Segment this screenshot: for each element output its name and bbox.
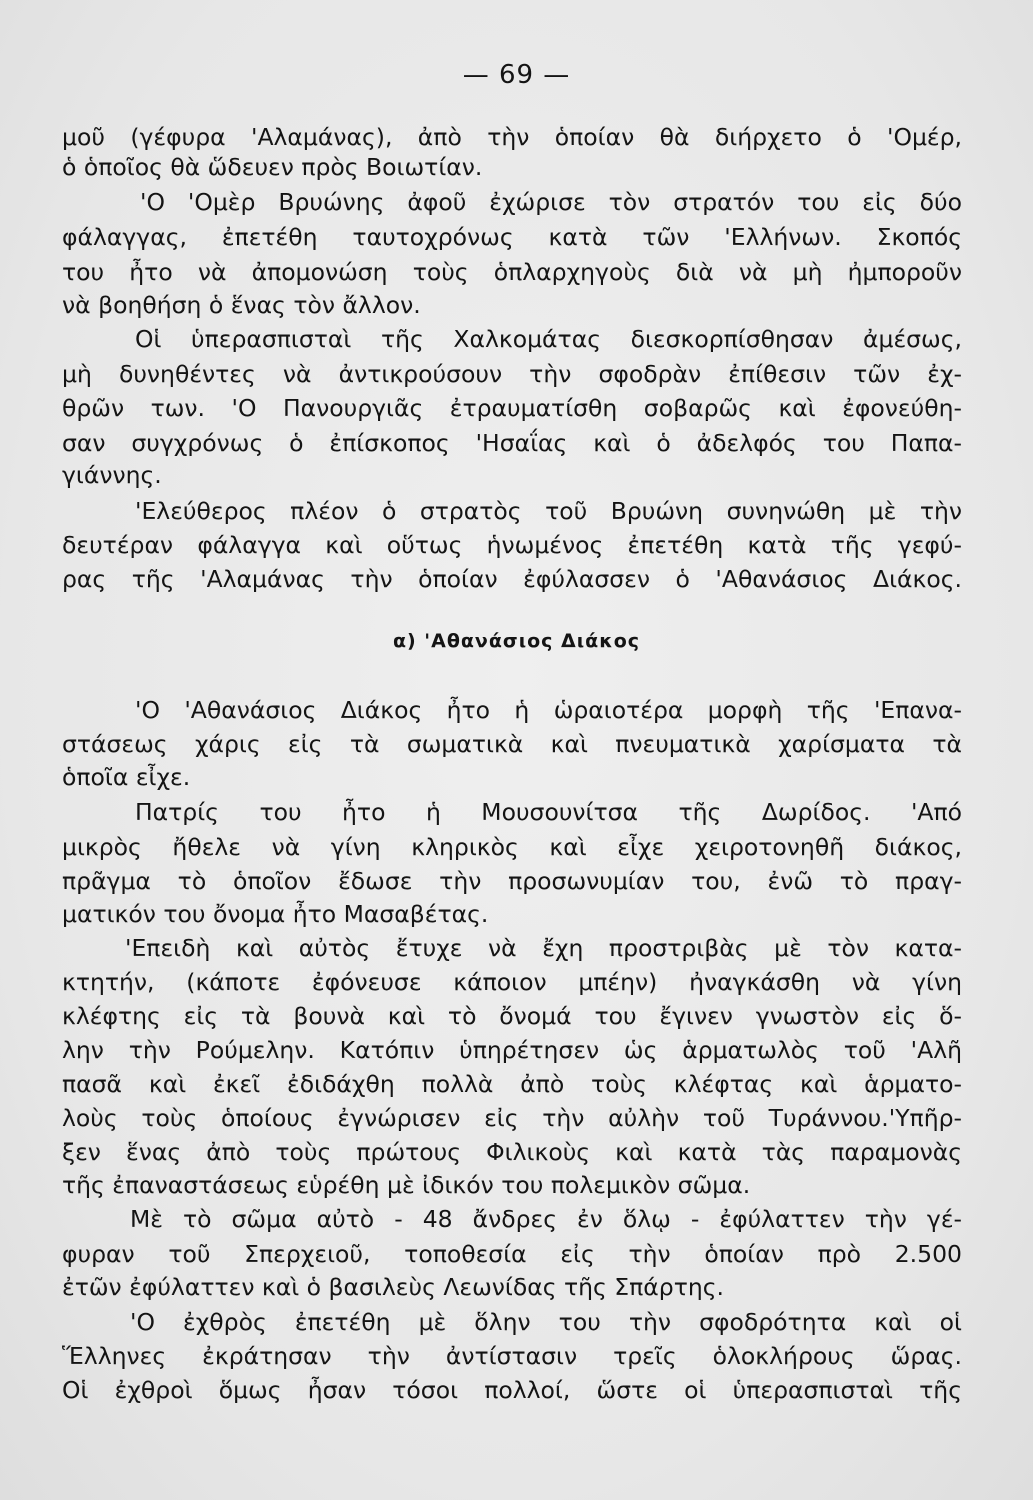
text-line: θρῶν των. 'Ο Πανουργιᾶς ἐτραυματίσθη σοβαρῶς καὶ ἐφονεύθη- [62,394,962,422]
text-line: σαν συγχρόνως ὁ ἐπίσκοπος 'Ησαΐας καὶ ὁ ἀδελφός του Παπα- [62,429,962,457]
text-line: φάλαγγας, ἐπετέθη ταυτοχρόνως κατὰ τῶν 'Ελλήνων. Σκοπός [62,223,962,251]
text-line: ἐτῶν ἐφύλαττεν καὶ ὁ βασιλεὺς Λεωνίδας τῆς Σπάρτης. [62,1273,725,1301]
text-line: 'Ο 'Αθανάσιος Διάκος ἦτο ἡ ὡραιοτέρα μορφὴ τῆς 'Επανα- [135,696,962,724]
text-line: δευτέραν φάλαγγα καὶ οὕτως ἡνωμένος ἐπετέθη κατὰ τῆς γεφύ- [62,531,962,559]
text-line: του ἦτο νὰ ἀπομονώση τοὺς ὁπλαρχηγοὺς διὰ νὰ μὴ ἠμποροῦν [62,258,962,286]
text-line: γιάννης. [62,461,162,489]
text-line: Οἱ ἐχθροὶ ὅμως ἦσαν τόσοι πολλοί, ὥστε οἱ ὑπερασπισταὶ τῆς [62,1376,962,1404]
text-line: 'Ελεύθερος πλέον ὁ στρατὸς τοῦ Βρυώνη συνηνώθη μὲ τὴν [135,497,962,525]
page-number: — 69 — [462,60,571,90]
text-line: 'Ο 'Ομὲρ Βρυώνης ἀφοῦ ἐχώρισε τὸν στρατόν του εἰς δύο [140,188,962,216]
text-line: 'Ο ἐχθρὸς ἐπετέθη μὲ ὅλην του τὴν σφοδρότητα καὶ οἱ [130,1308,962,1336]
text-line: ρας τῆς 'Αλαμάνας τὴν ὁποίαν ἐφύλασσεν ὁ 'Αθανάσιος Διάκος. [62,565,962,593]
text-line: στάσεως χάρις εἰς τὰ σωματικὰ καὶ πνευματικὰ χαρίσματα τὰ [62,730,962,758]
text-line: λοὺς τοὺς ὁποίους ἐγνώρισεν εἰς τὴν αὐλὴν τοῦ Τυράννου.'Υπῆρ- [62,1104,962,1132]
text-line: φυραν τοῦ Σπερχειοῦ, τοποθεσία εἰς τὴν ὁποίαν πρὸ 2.500 [62,1240,962,1268]
text-line: νὰ βοηθήση ὁ ἕνας τὸν ἄλλον. [62,291,421,319]
text-line: Μὲ τὸ σῶμα αὐτὸ - 48 ἄνδρες ἐν ὅλῳ - ἐφύλαττεν τὴν γέ- [130,1205,962,1233]
text-line: μικρὸς ἤθελε νὰ γίνη κληρικὸς καὶ εἶχε χειροτονηθῆ διάκος, [62,833,962,861]
text-line: μοῦ (γέφυρα 'Αλαμάνας), ἀπὸ τὴν ὁποίαν θὰ διήρχετο ὁ 'Ομέρ, [62,123,962,151]
text-line: ματικόν του ὄνομα ἦτο Μασαβέτας. [62,900,489,928]
text-line: κλέφτης εἰς τὰ βουνὰ καὶ τὸ ὄνομά του ἔγινεν γνωστὸν εἰς ὅ- [62,1002,962,1030]
text-line: τῆς ἐπαναστάσεως εὑρέθη μὲ ἰδικόν του πολεμικὸν σῶμα. [62,1171,751,1199]
text-line: πρᾶγμα τὸ ὁποῖον ἔδωσε τὴν προσωνυμίαν του, ἐνῶ τὸ πραγ- [62,867,962,895]
text-line: ξεν ἕνας ἀπὸ τοὺς πρώτους Φιλικοὺς καὶ κατὰ τὰς παραμονὰς [62,1138,962,1166]
text-line: Οἱ ὑπερασπισταὶ τῆς Χαλκομάτας διεσκορπίσθησαν ἀμέσως, [135,325,962,353]
text-line: 'Επειδὴ καὶ αὐτὸς ἔτυχε νὰ ἔχη προστριβὰς μὲ τὸν κατα- [125,934,962,962]
text-line: μὴ δυνηθέντες νὰ ἀντικρούσουν τὴν σφοδρὰν ἐπίθεσιν τῶν ἐχ- [62,360,962,388]
text-line: πασᾶ καὶ ἐκεῖ ἐδιδάχθη πολλὰ ἀπὸ τοὺς κλέφτας καὶ ἁρματο- [62,1070,962,1098]
text-line: κτητήν, (κάποτε ἐφόνευσε κάποιον μπέην) ἠναγκάσθη νὰ γίνη [62,968,962,996]
text-line: Ἕλληνες ἐκράτησαν τὴν ἀντίστασιν τρεῖς ὁλοκλήρους ὥρας. [62,1342,962,1370]
text-line: Πατρίς του ἦτο ἡ Μουσουνίτσα τῆς Δωρίδος. 'Από [135,798,962,826]
text-line: ὁ ὁποῖος θὰ ὥδευεν πρὸς Βοιωτίαν. [62,153,483,181]
text-line: λην τὴν Ρούμελην. Κατόπιν ὑπηρέτησεν ὡς ἁρματωλὸς τοῦ 'Αλῆ [62,1036,962,1064]
section-heading: α) 'Αθανάσιος Διάκος [392,630,641,652]
text-line: ὁποῖα εἶχε. [62,763,191,791]
